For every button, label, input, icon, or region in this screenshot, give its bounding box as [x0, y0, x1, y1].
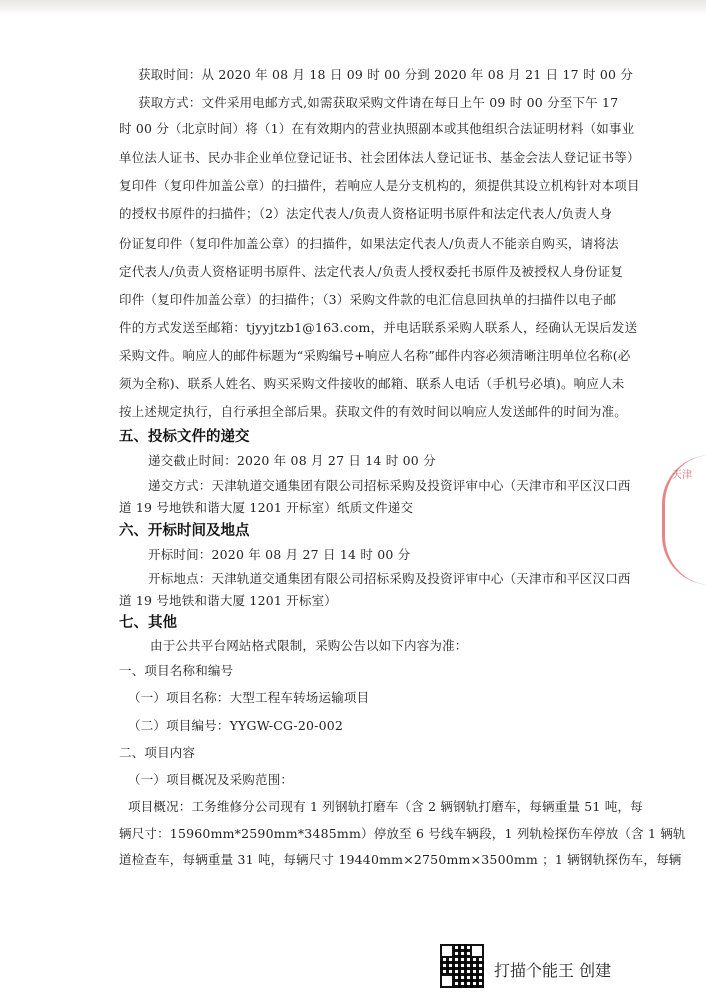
text-line: 递交截止时间：2020 年 08 月 27 日 14 时 00 分	[148, 453, 436, 468]
text-line: 获取方式：文件采用电邮方式,如需获取采购文件请在每日上午 09 时 00 分至下午 17	[138, 95, 619, 110]
scanner-watermark: 打描个能王 创建	[494, 961, 612, 980]
text-line: 定代表人/负责人资格证明书原件、法定代表人/负责人授权委托书原件及被授权人身份证复	[119, 264, 624, 279]
text-line: 时 00 分（北京时间）将（1）在有效期内的营业执照副本或其他组织合法证明材料（如事业	[119, 121, 635, 136]
text-line: （二）项目编号：YYGW-CG-20-002	[128, 718, 344, 733]
text-line: 份证复印件（复印件加盖公章）的扫描件，如果法定代表人/负责人不能亲自购买，请将法	[119, 236, 619, 251]
text-line: 开标地点：天津轨道交通集团有限公司招标采购及投资评审中心（天津市和平区汉口西	[148, 571, 631, 586]
section-heading-5: 五、投标文件的递交	[119, 429, 250, 445]
section-heading-6: 六、开标时间及地点	[119, 523, 250, 539]
text-line: 印件（复印件加盖公章）的扫描件；（3）采购文件款的电汇信息回执单的扫描件以电子邮	[119, 292, 617, 307]
text-line: 一、项目名称和编号	[119, 663, 234, 678]
text-line: 由于公共平台网站格式限制，采购公告以如下内容为准：	[150, 638, 468, 653]
text-line: 采购文件。响应人的邮件标题为“采购编号+响应人名称”邮件内容必须清晰注明单位名称(必	[119, 348, 631, 363]
text-line: 须为全称)、联系人姓名、购买采购文件接收的邮箱、联系人电话（手机号必填)。响应人未	[119, 376, 625, 391]
text-line: 开标时间：2020 年 08 月 27 日 14 时 00 分	[148, 547, 411, 562]
seal-stamp-text: 天津	[672, 470, 692, 481]
text-line: 件的方式发送至邮箱：tjyyjtzb1@163.com，并电话联系采购人联系人，经确认无误后发送	[119, 320, 638, 335]
text-line: 按上述规定执行，自行承担全部后果。获取文件的有效时间以响应人发送邮件的时间为准。	[119, 404, 628, 419]
text-line: 道 19 号地铁和谐大厦 1201 开标室）	[119, 593, 338, 608]
text-line: 复印件（复印件加盖公章）的扫描件，若响应人是分支机构的，须提供其设立机构针对本项目	[119, 178, 640, 193]
text-line: 的授权书原件的扫描件；（2）法定代表人/负责人资格证明书原件和法定代表人/负责人身	[119, 206, 613, 221]
text-line: 项目概况：工务维修分公司现有 1 列钢轨打磨车（含 2 辆钢轨打磨车，每辆重量 51 吨，每	[128, 799, 643, 814]
text-line: （一）项目概况及采购范围：	[128, 772, 294, 787]
section-heading-7: 七、其他	[119, 615, 177, 631]
text-line: 道 19 号地铁和谐大厦 1201 开标室）纸质文件递交	[119, 500, 414, 515]
text-line: 单位法人证书、民办非企业单位登记证书、社会团体法人登记证书、基金会法人登记证书等）	[119, 150, 640, 165]
text-line: （一）项目名称：大型工程车转场运输项目	[128, 690, 370, 705]
text-line: 二、项目内容	[119, 745, 196, 760]
text-line: 道检查车，每辆重量 31 吨，每辆尺寸 19440mm×2750mm×3500mm ；1 辆钢轨探伤车，每辆	[119, 852, 682, 867]
text-line: 辆尺寸：15960mm*2590mm*3485mm）停放至 6 号线车辆段，1 列轨检探伤车停放（含 1 辆轨	[119, 826, 686, 841]
qr-code-icon	[440, 944, 484, 988]
text-line: 递交方式：天津轨道交通集团有限公司招标采购及投资评审中心（天津市和平区汉口西	[148, 478, 631, 493]
text-line: 获取时间：从 2020 年 08 月 18 日 09 时 00 分到 2020 年 08 月 21 日 17 时 00 分	[138, 67, 634, 82]
